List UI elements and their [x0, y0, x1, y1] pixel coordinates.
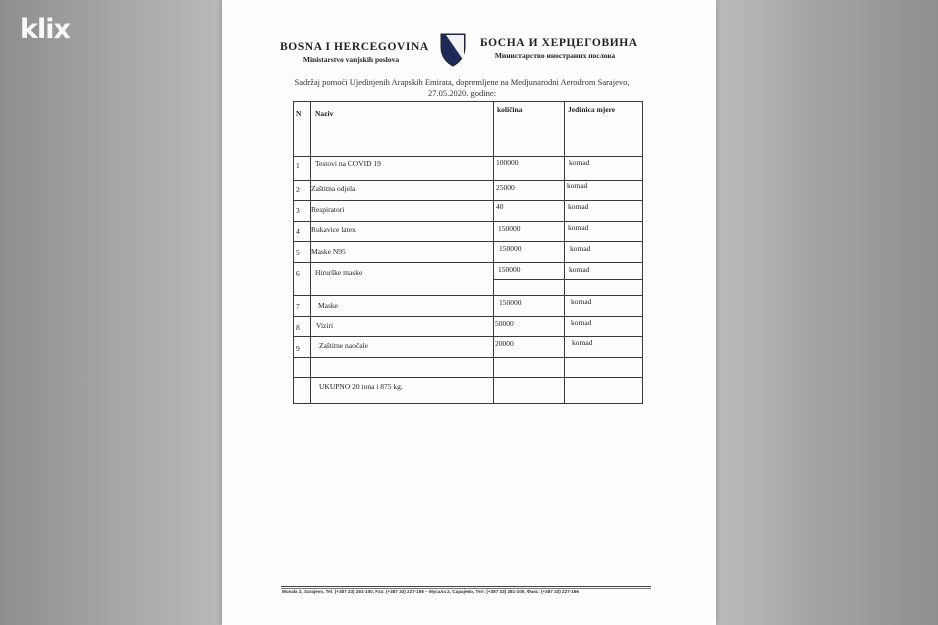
table-cell-n: 2 [296, 185, 300, 194]
table-cell-n: 5 [296, 248, 300, 257]
letterhead-right [480, 37, 638, 60]
table-cell-jedinica: komad [571, 297, 592, 306]
table-cell-jedinica: komad [568, 202, 589, 211]
table-cell-kolicina: 25000 [496, 183, 515, 192]
table-cell-jedinica: komad [571, 318, 592, 327]
intro-line-1: Sadržaj pomoći Ujedinjenih Arapskih Emirata, dopremljene na Medjunarodni Aerodrom Sarajevo, [294, 77, 630, 87]
table-cell-n: 4 [296, 227, 300, 236]
table-cell-kolicina: 150000 [498, 265, 521, 274]
table-cell-jedinica: komad [568, 223, 589, 232]
country-name-cyrillic: БОСНА И ХЕРЦЕГОВИНА [480, 37, 638, 49]
table-cell-jedinica: komad [569, 158, 590, 167]
table-cell-naziv: Rukavice latex [311, 225, 356, 234]
ministry-name-cyrillic: Министарство иностраних послова [494, 51, 616, 60]
table-cell-n: 7 [296, 302, 300, 311]
document-page [222, 0, 716, 625]
header-n: N [296, 109, 302, 118]
country-name-latin: BOSNA I HERCEGOVINA [280, 41, 429, 53]
table-cell-naziv: Zaštitna odjela [311, 184, 356, 193]
table-cell-naziv: Testovi na COVID 19 [315, 159, 381, 168]
footer-divider [281, 586, 651, 587]
ministry-name-latin: Ministarstvo vanjskih poslova [302, 55, 400, 64]
intro-text [282, 77, 642, 99]
header-kolicina: količina [497, 105, 523, 114]
table-cell-naziv: Maske [318, 301, 338, 310]
background-right [716, 0, 938, 625]
header-jedinica-mjere: Jedinica mjere [568, 105, 616, 114]
intro-line-2: 27.05.2020. godine: [428, 88, 496, 98]
table-cell-naziv: Zaštitne naočale [319, 341, 368, 350]
table-cell-kolicina: 150000 [498, 224, 521, 233]
table-cell-naziv: Maske N95 [311, 247, 346, 256]
table-cell-n: 1 [296, 161, 300, 170]
total-text: UKUPNO 20 tona i 875 kg. [319, 382, 403, 391]
klix-watermark-logo: klix [20, 14, 70, 45]
table-cell-naziv: Respiratori [311, 205, 345, 214]
table-cell-n: 3 [296, 206, 300, 215]
table-cell-kolicina: 100000 [496, 158, 519, 167]
table-cell-kolicina: 150000 [499, 244, 522, 253]
table-cell-naziv: Viziri [316, 321, 334, 330]
coat-of-arms-icon [440, 33, 466, 67]
table-cell-naziv: Hirurške maske [315, 268, 363, 277]
table-cell-kolicina: 150000 [499, 298, 522, 307]
table-cell-n: 9 [296, 344, 300, 353]
table-cell-jedinica: komad [572, 338, 593, 347]
table-cell-jedinica: komad [569, 265, 590, 274]
table-cell-kolicina: 20000 [495, 339, 514, 348]
aid-table [293, 101, 643, 404]
table-cell-n: 8 [296, 323, 300, 332]
footer-contact: Musala 2, Sarajevo, Tel: (+387 33) 281-100, Fax: (+387 33) 227-156 – Мусала 2, Сарајево, Тел: (+387 33) 281-100, Факс: (+387 33) 227-156 [282, 589, 579, 594]
letterhead-left [280, 41, 429, 64]
table-cell-n: 6 [296, 269, 300, 278]
table-cell-kolicina: 50000 [495, 319, 514, 328]
background-left [0, 0, 222, 625]
header-naziv: Naziv [315, 109, 334, 118]
table-cell-kolicina: 40 [496, 202, 504, 211]
table-cell-jedinica: komad [567, 181, 588, 190]
table-cell-jedinica: komad [570, 244, 591, 253]
